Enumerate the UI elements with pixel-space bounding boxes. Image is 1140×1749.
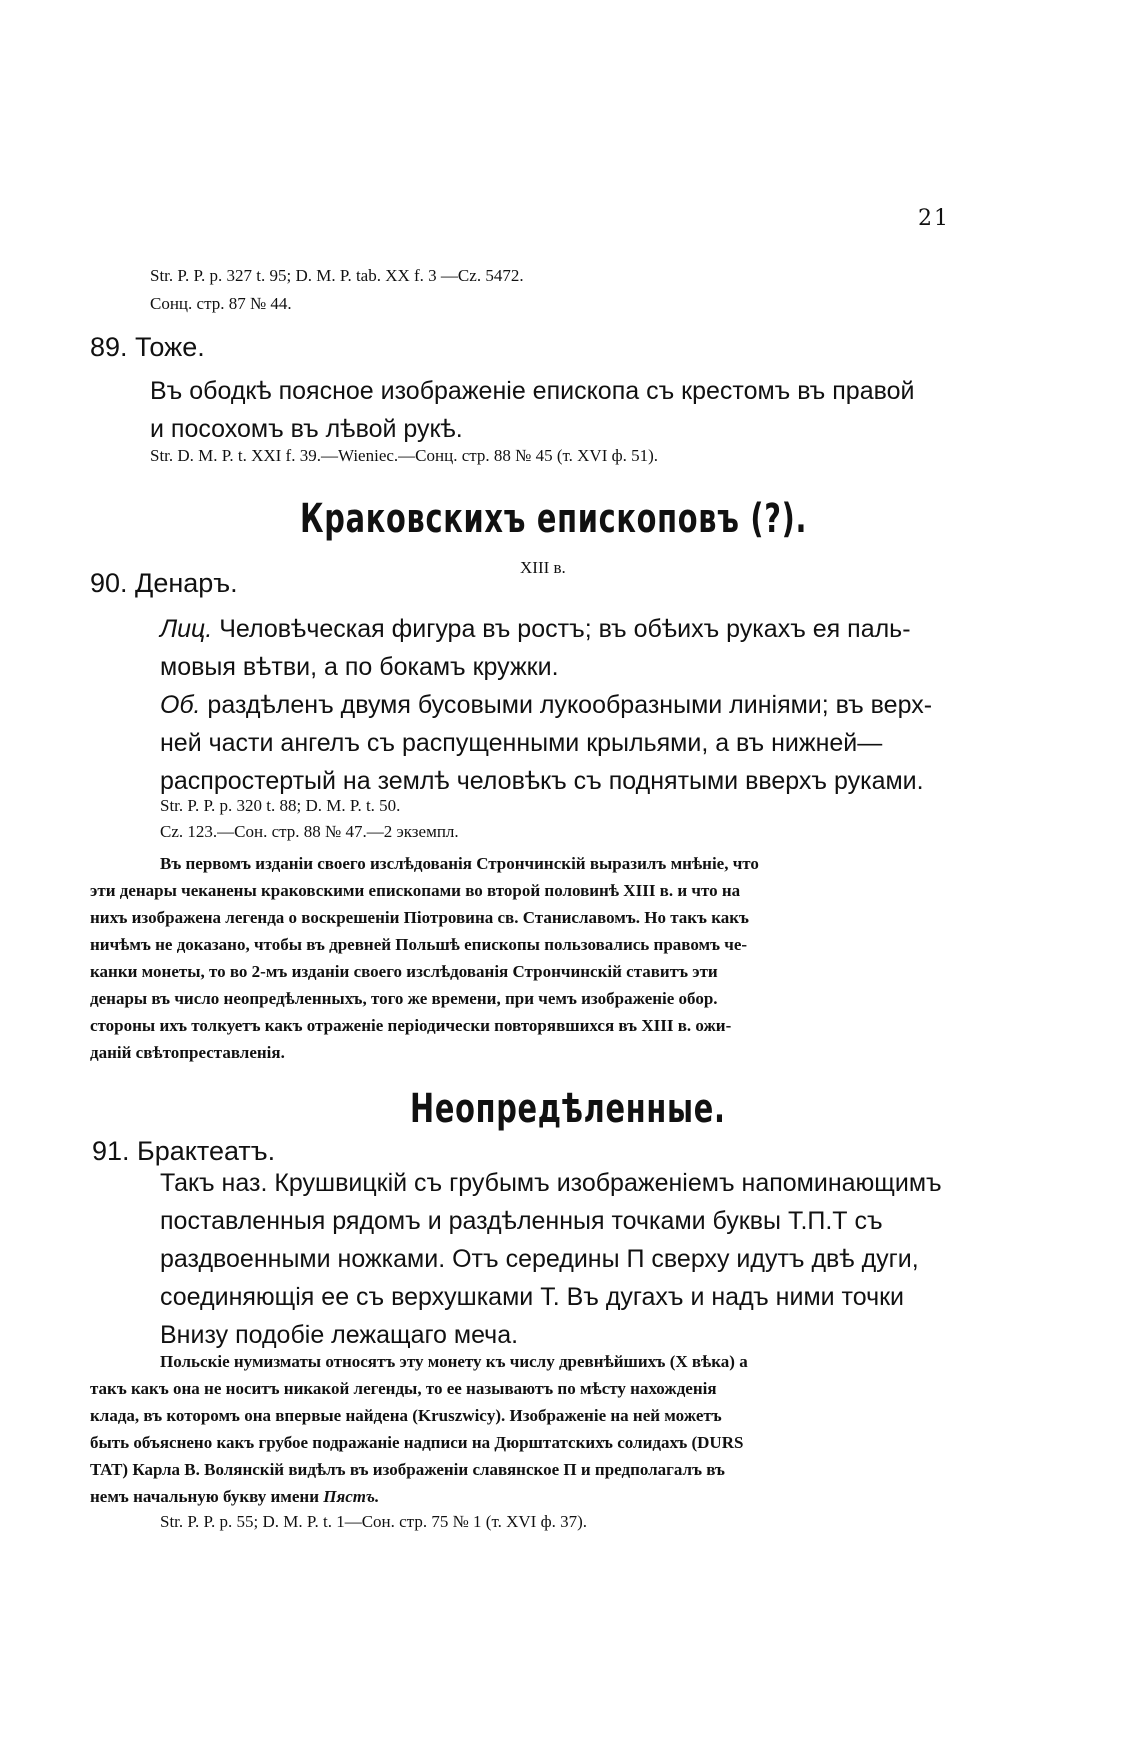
entry91-note-line-2: такъ какъ она не носитъ никакой легенды, то ее называютъ по мѣсту нахожденія <box>90 1379 717 1398</box>
entry91-ref: Str. P. P. p. 55; D. M. P. t. 1—Сон. стр. 75 № 1 (т. XVI ф. 37). <box>160 1512 587 1531</box>
entry90-note-line-3: нихъ изображена легенда о воскрешеніи Піотровина св. Станиславомъ. Но такъ какъ <box>90 908 749 927</box>
entry88-ref-1: Str. P. P. p. 327 t. 95; D. M. P. tab. XX f. 3 —Cz. 5472. <box>150 266 524 285</box>
entry90-obv-line-1: Лиц. Человѣческая фигура въ ростъ; въ обѣихъ рукахъ ея паль- <box>160 615 911 643</box>
entry91-heading: 91. Брактеатъ. <box>92 1136 276 1166</box>
entry90-ref-1: Str. P. P. p. 320 t. 88; D. M. P. t. 50. <box>160 796 401 815</box>
section-title-undetermined: Неопредѣленные. <box>410 1086 726 1132</box>
piast-name: Пястъ. <box>323 1487 380 1506</box>
entry90-heading: 90. Денаръ. <box>90 568 238 598</box>
entry90-note <box>90 850 759 1066</box>
entry90-note-line-6: денары въ число неопредѣленныхъ, того же времени, при чемъ изображеніе обор. <box>90 989 718 1008</box>
entry90-obv-line-2: мовыя вѣтви, а по бокамъ кружки. <box>160 653 559 681</box>
obverse-label: Лиц. <box>160 615 213 643</box>
entry91-note-line-6: немъ начальную букву имени Пястъ. <box>90 1487 380 1506</box>
section-century: XIII в. <box>520 558 566 577</box>
entry89-ref: Str. D. M. P. t. XXI f. 39.—Wieniec.—Сонц. стр. 88 № 45 (т. XVI ф. 51). <box>150 446 659 465</box>
entry91-line-1: Такъ наз. Крушвицкій съ грубымъ изображеніемъ напоминающимъ <box>160 1169 942 1197</box>
entry91-line-4: соединяющія ее съ верхушками Т. Въ дугахъ и надъ ними точки <box>160 1283 905 1311</box>
entry90-obverse <box>160 610 932 800</box>
entry91-note-line-5: TAT) Карла В. Волянскій видѣлъ въ изображеніи славянское П и предполагалъ въ <box>90 1460 725 1479</box>
entry90-rev-line-3: распростертый на землѣ человѣкъ съ поднятыми вверхъ руками. <box>160 767 924 795</box>
entry90-note-line-1: Въ первомъ изданіи своего изслѣдованія Стрончинскій выразилъ мнѣніе, что <box>160 854 759 873</box>
entry88-ref-2: Сонц. стр. 87 № 44. <box>150 294 292 313</box>
entry91-line-2: поставленныя рядомъ и раздѣленныя точками буквы Т.П.Т съ <box>160 1207 883 1235</box>
entry90-note-line-4: ничѣмъ не доказано, чтобы въ древней Польшѣ епископы пользовались правомъ че- <box>90 935 748 954</box>
entry90-note-line-8: даній свѣтопреставленія. <box>90 1043 285 1062</box>
entry89-line-2: и посохомъ въ лѣвой рукѣ. <box>150 415 463 443</box>
entry91-note-line-4: быть объяснено какъ грубое подражаніе надписи на Дюрштатскихъ солидахъ (DURS <box>90 1433 744 1452</box>
entry91-line-3: раздвоенными ножками. Отъ середины П сверху идутъ двѣ дуги, <box>160 1245 919 1273</box>
entry91-note-line-1: Польскіе нумизматы относятъ эту монету къ числу древнѣйшихъ (X вѣка) а <box>160 1352 748 1371</box>
entry90-note-line-7: стороны ихъ толкуетъ какъ отраженіе періодически повторявшихся въ XIII в. ожи- <box>90 1016 732 1035</box>
entry90-note-line-2: эти денары чеканены краковскими епископами во второй половинѣ XIII в. и что на <box>90 881 741 900</box>
entry89-body <box>150 372 914 448</box>
entry89-line-1: Въ ободкѣ поясное изображеніе епископа съ крестомъ въ правой <box>150 377 915 405</box>
page-number: 21 <box>918 206 950 231</box>
section-title-krakow-bishops: Краковскихъ епископовъ (?). <box>300 496 808 542</box>
entry90-ref-2: Cz. 123.—Сон. стр. 88 № 47.—2 экземпл. <box>160 822 459 841</box>
entry91-note-line-3: клада, въ которомъ она впервые найдена (Kruszwicy). Изображеніе на ней можетъ <box>90 1406 722 1425</box>
entry91-note <box>90 1348 748 1510</box>
entry90-note-line-5: канки монеты, то во 2-мъ изданіи своего изслѣдованія Стрончинскій ставитъ эти <box>90 962 718 981</box>
entry89-heading: 89. Тоже. <box>90 332 205 362</box>
entry91-body <box>160 1164 942 1354</box>
entry90-rev-line-1: Об. раздѣленъ двумя бусовыми лукообразными линіями; въ верх- <box>160 691 933 719</box>
entry90-rev-line-2: ней части ангелъ съ распущенными крыльями, а въ нижней— <box>160 729 883 757</box>
reverse-label: Об. <box>160 691 201 719</box>
entry91-line-5: Внизу подобіе лежащаго меча. <box>160 1321 519 1349</box>
